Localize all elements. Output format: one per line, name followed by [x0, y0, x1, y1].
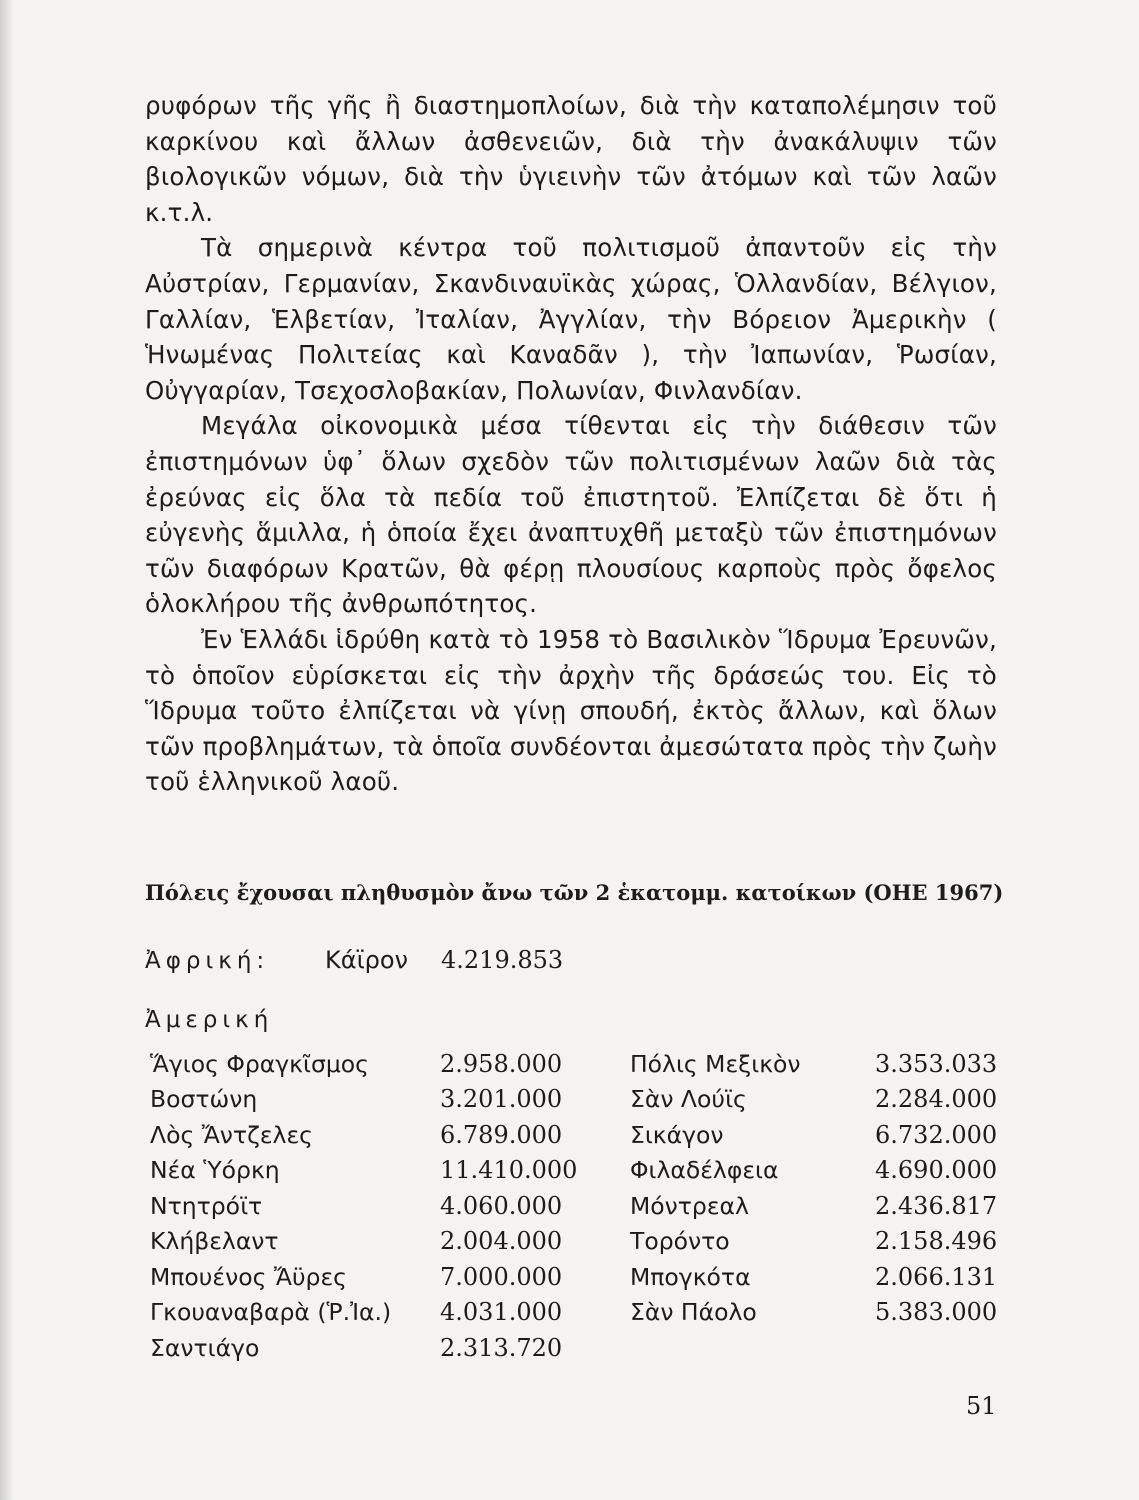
city-row	[150, 1330, 1010, 1366]
city-table	[150, 1046, 1010, 1366]
city-row	[150, 1153, 1010, 1189]
city-population: 4.690.000	[875, 1156, 998, 1185]
city-row	[150, 1188, 1010, 1224]
city-row	[150, 1117, 1010, 1153]
section-title: Πόλεις ἔχουσαι πληθυσμὸν ἄνω τῶν 2 ἑκατομμ. κατοίκων (ΟΗΕ 1967)	[145, 880, 1004, 905]
page-edge	[0, 0, 14, 1500]
paragraph-2: Τὰ σημερινὰ κέντρα τοῦ πολιτισμοῦ ἀπαντοῦν εἰς τὴν Αὐστρίαν, Γερμανίαν, Σκανδιναυϊκὰς χώρας, Ὁλλανδίαν, Βέλγιον, Γαλλίαν, Ἑλβετίαν, Ἰταλίαν, Ἀγγλίαν, τὴν Βόρειον Ἀμερικὴν ( Ἡνωμένας Πολιτείας καὶ Καναδᾶν ), τὴν Ἰαπωνίαν, Ῥωσίαν, Οὐγγαρίαν, Τσεχοσλοβακίαν, Πολωνίαν, Φινλανδίαν.	[145, 233, 997, 405]
city-name: Μπουένος Ἄϋρες	[150, 1262, 347, 1291]
city-name: Σικάγον	[630, 1120, 724, 1149]
city-name: Λὸς Ἄντζελες	[150, 1120, 313, 1149]
city-name: Σὰν Πάολο	[630, 1298, 757, 1327]
city-row	[150, 1082, 1010, 1118]
city-population: 3.201.000	[440, 1085, 563, 1114]
city-population: 6.732.000	[875, 1120, 998, 1149]
paragraph-4: Ἐν Ἑλλάδι ἱδρύθη κατὰ τὸ 1958 τὸ Βασιλικὸν Ἵδρυμα Ἐρευνῶν, τὸ ὁποῖον εὑρίσκεται εἰς τὴν ἀρχὴν τῆς δράσεώς του. Εἰς τὸ Ἵδρυμα τοῦτο ἐλπίζεται νὰ γίνῃ σπουδή, ἐκτὸς ἄλλων, καὶ ὅλων τῶν προβλημάτων, τὰ ὁποῖα συνδέονται ἀμεσώτατα πρὸς τὴν ζωὴν τοῦ ἑλληνικοῦ λαοῦ.	[145, 624, 997, 797]
city-name	[630, 1330, 875, 1366]
africa-city: Κάϊρον	[325, 946, 409, 974]
city-name: Ντητρόϊτ	[150, 1191, 263, 1220]
africa-row	[325, 946, 564, 974]
city-population: 11.410.000	[440, 1156, 578, 1185]
city-name: Βοστώνη	[150, 1085, 258, 1114]
city-name: Σαντιάγο	[150, 1333, 260, 1362]
city-population	[875, 1330, 1010, 1366]
city-population: 2.958.000	[440, 1049, 563, 1078]
city-population: 4.060.000	[440, 1191, 563, 1220]
body-text	[145, 88, 997, 800]
city-population: 4.031.000	[440, 1298, 563, 1327]
city-population: 2.004.000	[440, 1227, 563, 1256]
region-africa-label: Ἀφρική:	[145, 948, 270, 974]
city-name: Πόλις Μεξικὸν	[630, 1049, 801, 1078]
city-population: 7.000.000	[440, 1262, 563, 1291]
city-row	[150, 1224, 1010, 1260]
city-name: Μπογκότα	[630, 1262, 751, 1291]
city-population: 2.436.817	[875, 1191, 998, 1220]
paragraph-3: Μεγάλα οἰκονομικὰ μέσα τίθενται εἰς τὴν διάθεσιν τῶν ἐπιστημόνων ὑφ᾽ ὅλων σχεδὸν τῶν πολιτισμένων λαῶν διὰ τὰς ἐρεύνας εἰς ὅλα τὰ πεδία τοῦ ἐπιστητοῦ. Ἐλπίζεται δὲ ὅτι ἡ εὐγενὴς ἅμιλλα, ἡ ὁποία ἔχει ἀναπτυχθῆ μεταξὺ τῶν ἐπιστημόνων τῶν διαφόρων Κρατῶν, θὰ φέρῃ πλουσίους καρποὺς πρὸς ὄφελος ὁλοκλήρου τῆς ἀνθρωπότητος.	[145, 411, 997, 619]
region-america-label: Ἀμερική	[145, 1007, 274, 1033]
city-population: 2.313.720	[440, 1333, 563, 1362]
city-population: 2.066.131	[875, 1262, 998, 1291]
paragraph-1: ρυφόρων τῆς γῆς ἢ διαστημοπλοίων, διὰ τὴν καταπολέμησιν τοῦ καρκίνου καὶ ἄλλων ἀσθενειῶν, διὰ τὴν ἀνακάλυψιν τῶν βιολογικῶν νόμων, διὰ τὴν ὑγιεινὴν τῶν ἀτόμων καὶ τῶν λαῶν κ.τ.λ.	[145, 91, 997, 227]
city-population: 6.789.000	[440, 1120, 563, 1149]
city-name: Σὰν Λούϊς	[630, 1085, 747, 1114]
city-name: Ἅγιος Φραγκῖσμος	[150, 1049, 369, 1078]
city-name: Γκουαναβαρὰ (Ῥ.Ἰα.)	[150, 1298, 392, 1327]
city-row	[150, 1046, 1010, 1082]
city-name: Τορόντο	[630, 1227, 730, 1256]
city-row	[150, 1259, 1010, 1295]
africa-population: 4.219.853	[441, 946, 564, 974]
city-row	[150, 1295, 1010, 1331]
city-population: 3.353.033	[875, 1049, 998, 1078]
city-name: Κλήβελαντ	[150, 1227, 279, 1256]
city-population: 2.158.496	[875, 1227, 998, 1256]
city-population: 2.284.000	[875, 1085, 998, 1114]
city-name: Φιλαδέλφεια	[630, 1156, 779, 1185]
city-rows	[150, 1046, 1010, 1366]
city-name: Νέα Ὑόρκη	[150, 1156, 280, 1185]
page-number: 51	[966, 1392, 997, 1420]
city-population: 5.383.000	[875, 1298, 998, 1327]
city-name: Μόντρεαλ	[630, 1191, 749, 1220]
